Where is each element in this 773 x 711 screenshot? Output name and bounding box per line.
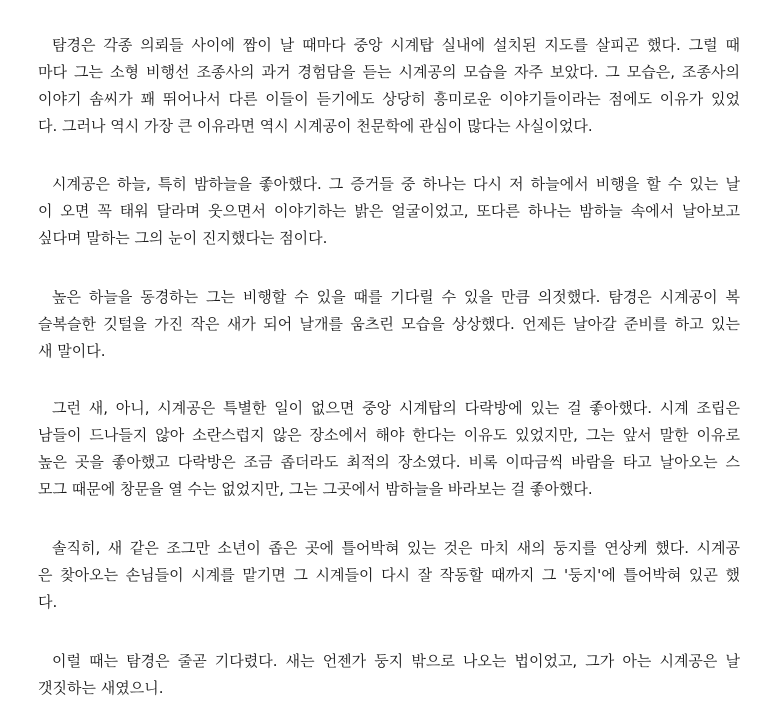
- paragraph-1: [38, 32, 740, 140]
- paragraph-line: 은 찾아오는 손님들이 시계를 맡기면 그 시계들이 다시 잘 작동할 때까지 그 '둥지'에 틀어박혀 있곤 했: [38, 566, 740, 584]
- paragraph-line: 그런 새, 아니, 시계공은 특별한 일이 없으면 중앙 시계탑의 다락방에 있는 걸 좋아했다. 시계 조립은: [52, 399, 740, 417]
- paragraph-line: 싶다며 말하는 그의 눈이 진지했다는 점이다.: [38, 229, 328, 247]
- paragraph-3: [38, 284, 740, 365]
- paragraph-line: 높은 곳을 좋아했고 다락방은 조금 좁더라도 최적의 장소였다. 비록 이따금씩 바람을 타고 날아오는 스: [38, 453, 740, 471]
- paragraph-line: 슬복슬한 깃털을 가진 작은 새가 되어 날개를 움츠린 모습을 상상했다. 언제든 날아갈 준비를 하고 있는: [38, 315, 740, 333]
- paragraph-line: 남들이 드나들지 않아 소란스럽지 않은 장소에서 해야 한다는 이유도 있었지만, 그는 앞서 말한 이유로: [38, 426, 740, 444]
- paragraph-5: [38, 535, 740, 616]
- paragraph-line: 모그 때문에 창문을 열 수는 없었지만, 그는 그곳에서 밤하늘을 바라보는 걸 좋아했다.: [38, 480, 593, 498]
- paragraph-line: 높은 하늘을 동경하는 그는 비행할 수 있을 때를 기다릴 수 있을 만큼 의젓했다. 탐경은 시계공이 복: [52, 288, 740, 306]
- paragraph-line: 새 말이다.: [38, 342, 106, 360]
- paragraph-line: 시계공은 하늘, 특히 밤하늘을 좋아했다. 그 증거들 중 하나는 다시 저 하늘에서 비행을 할 수 있는 날: [52, 175, 740, 193]
- paragraph-line: 갯짓하는 새였으니.: [38, 679, 164, 697]
- paragraph-2: [38, 171, 740, 252]
- paragraph-6: [38, 648, 740, 702]
- paragraph-4: [38, 395, 740, 503]
- paragraph-line: 솔직히, 새 같은 조그만 소년이 좁은 곳에 틀어박혀 있는 것은 마치 새의 둥지를 연상케 했다. 시계공: [52, 539, 740, 557]
- paragraph-line: 이 오면 꼭 태워 달라며 웃으면서 이야기하는 밝은 얼굴이었고, 또다른 하나는 밤하늘 속에서 날아보고: [38, 202, 740, 220]
- paragraph-line: 마다 그는 소형 비행선 조종사의 과거 경험담을 듣는 시계공의 모습을 자주 보았다. 그 모습은, 조종사의: [38, 63, 740, 81]
- paragraph-line: 이럴 때는 탐경은 줄곧 기다렸다. 새는 언젠가 둥지 밖으로 나오는 법이었고, 그가 아는 시계공은 날: [52, 652, 740, 670]
- paragraph-line: 탐경은 각종 의뢰들 사이에 짬이 날 때마다 중앙 시계탑 실내에 설치된 지도를 살피곤 했다. 그럴 때: [52, 36, 740, 54]
- paragraph-line: 다. 그러나 역시 가장 큰 이유라면 역시 시계공이 천문학에 관심이 많다는 사실이었다.: [38, 117, 593, 135]
- paragraph-line: 다.: [38, 593, 58, 611]
- paragraph-line: 이야기 솜씨가 꽤 뛰어나서 다른 이들이 듣기에도 상당히 흥미로운 이야기들이라는 점에도 이유가 있었: [38, 90, 740, 108]
